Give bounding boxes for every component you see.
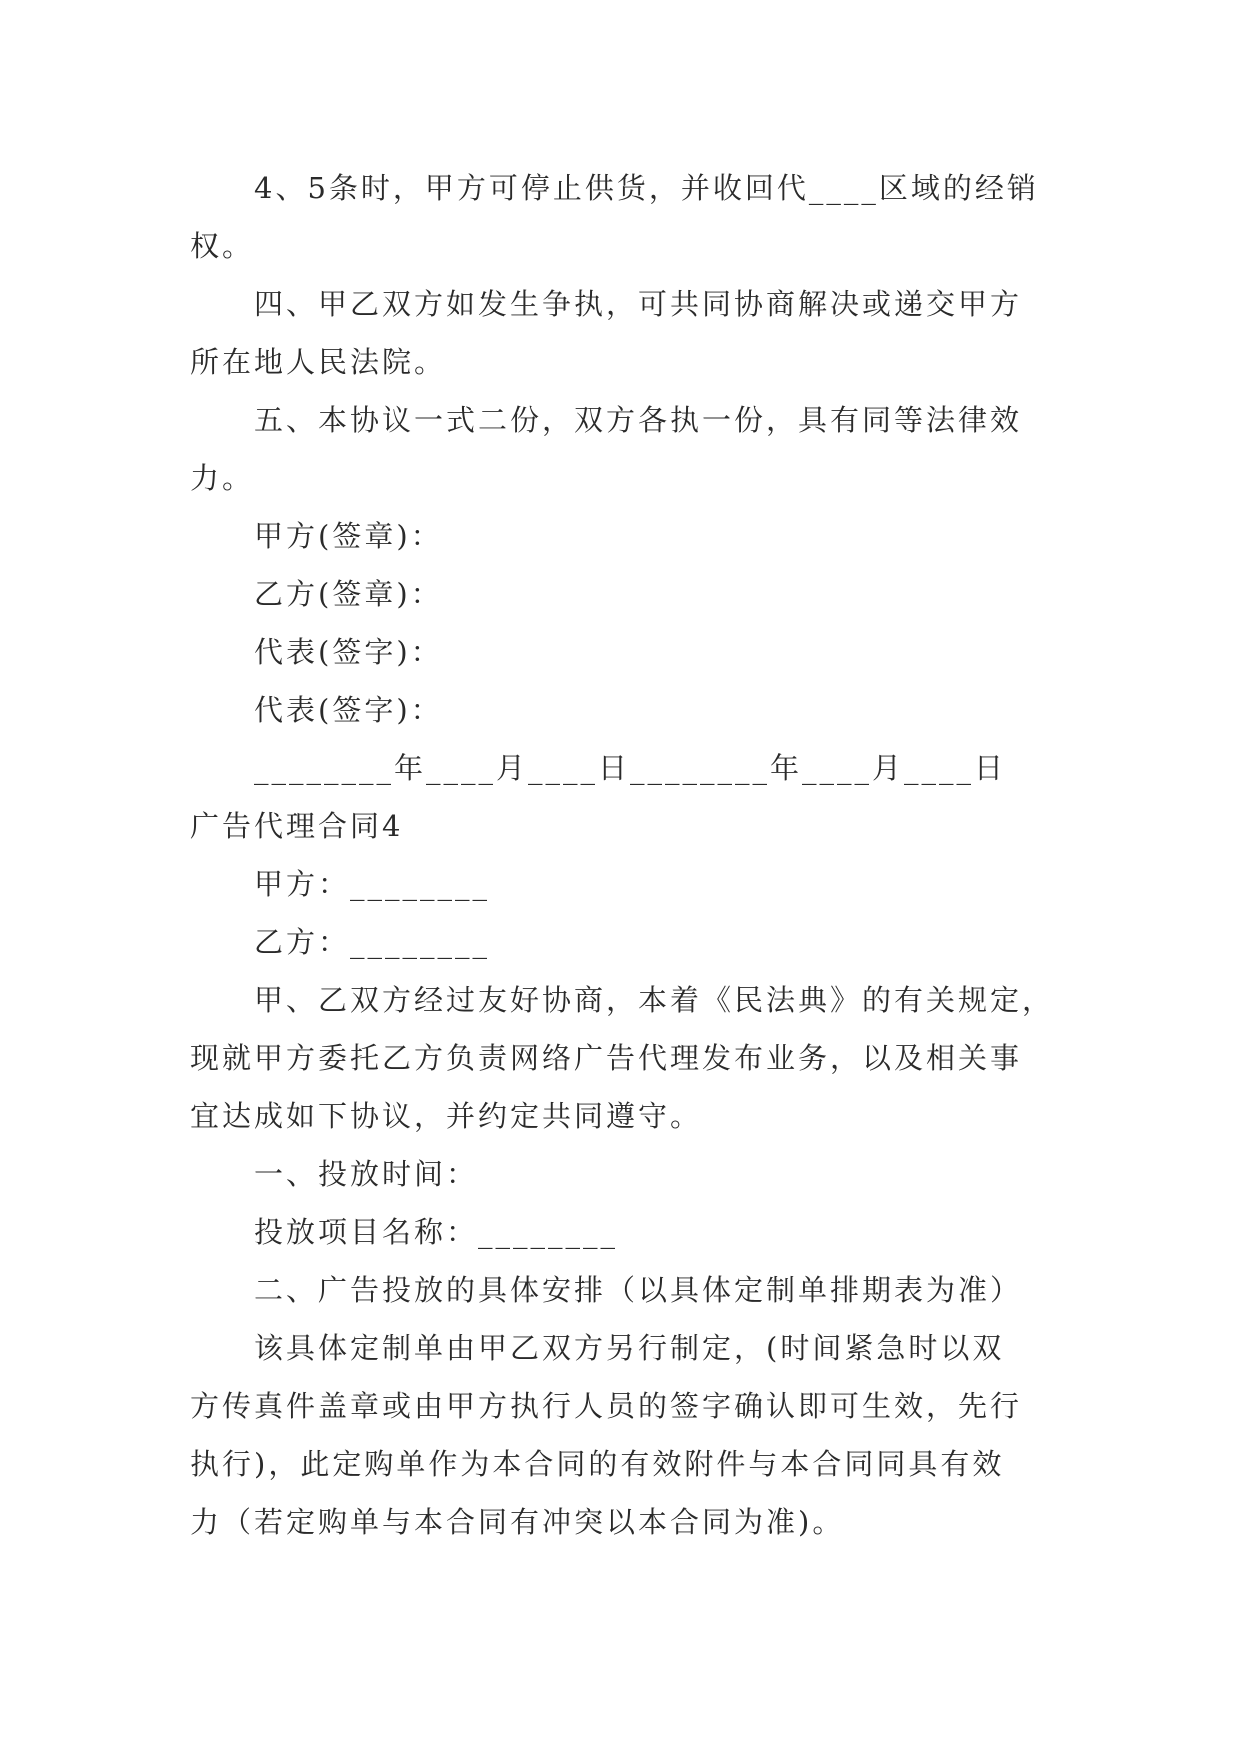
representative-line: 代表(签字)： bbox=[254, 635, 443, 669]
paragraph-line: 四、甲乙双方如发生争执，可共同协商解决或递交甲方 bbox=[254, 287, 1023, 321]
signature-line-party-a: 甲方(签章)： bbox=[254, 519, 443, 553]
representative-line: 代表(签字)： bbox=[254, 693, 443, 727]
party-a-line: 甲方：________ bbox=[254, 867, 491, 901]
paragraph-line: 权。 bbox=[190, 229, 255, 263]
project-name-line: 投放项目名称：________ bbox=[254, 1215, 619, 1249]
paragraph-line: 4、5条时，甲方可停止供货，并收回代____区域的经销 bbox=[254, 171, 1039, 205]
paragraph-line: 甲、乙双方经过友好协商，本着《民法典》的有关规定， bbox=[254, 983, 1055, 1017]
party-b-line: 乙方：________ bbox=[254, 925, 491, 959]
paragraph-line: 方传真件盖章或由甲方执行人员的签字确认即可生效，先行 bbox=[190, 1389, 1023, 1423]
date-line: ________年____月____日________年____月____日 bbox=[254, 751, 1007, 785]
paragraph-line: 五、本协议一式二份，双方各执一份，具有同等法律效 bbox=[254, 403, 1023, 437]
clause-heading: 二、广告投放的具体安排（以具体定制单排期表为准） bbox=[254, 1273, 1023, 1307]
paragraph-line: 该具体定制单由甲乙双方另行制定，(时间紧急时以双 bbox=[254, 1331, 1005, 1365]
paragraph-line: 所在地人民法院。 bbox=[190, 345, 447, 379]
signature-line-party-b: 乙方(签章)： bbox=[254, 577, 443, 611]
section-title: 广告代理合同4 bbox=[190, 809, 404, 843]
paragraph-line: 执行)，此定购单作为本合同的有效附件与本合同同具有效 bbox=[190, 1447, 1005, 1481]
paragraph-line: 力。 bbox=[190, 461, 255, 495]
paragraph-line: 现就甲方委托乙方负责网络广告代理发布业务，以及相关事 bbox=[190, 1041, 1023, 1075]
clause-heading: 一、投放时间： bbox=[254, 1157, 479, 1191]
paragraph-line: 力（若定购单与本合同有冲突以本合同为准)。 bbox=[190, 1505, 845, 1539]
paragraph-line: 宜达成如下协议，并约定共同遵守。 bbox=[190, 1099, 703, 1133]
